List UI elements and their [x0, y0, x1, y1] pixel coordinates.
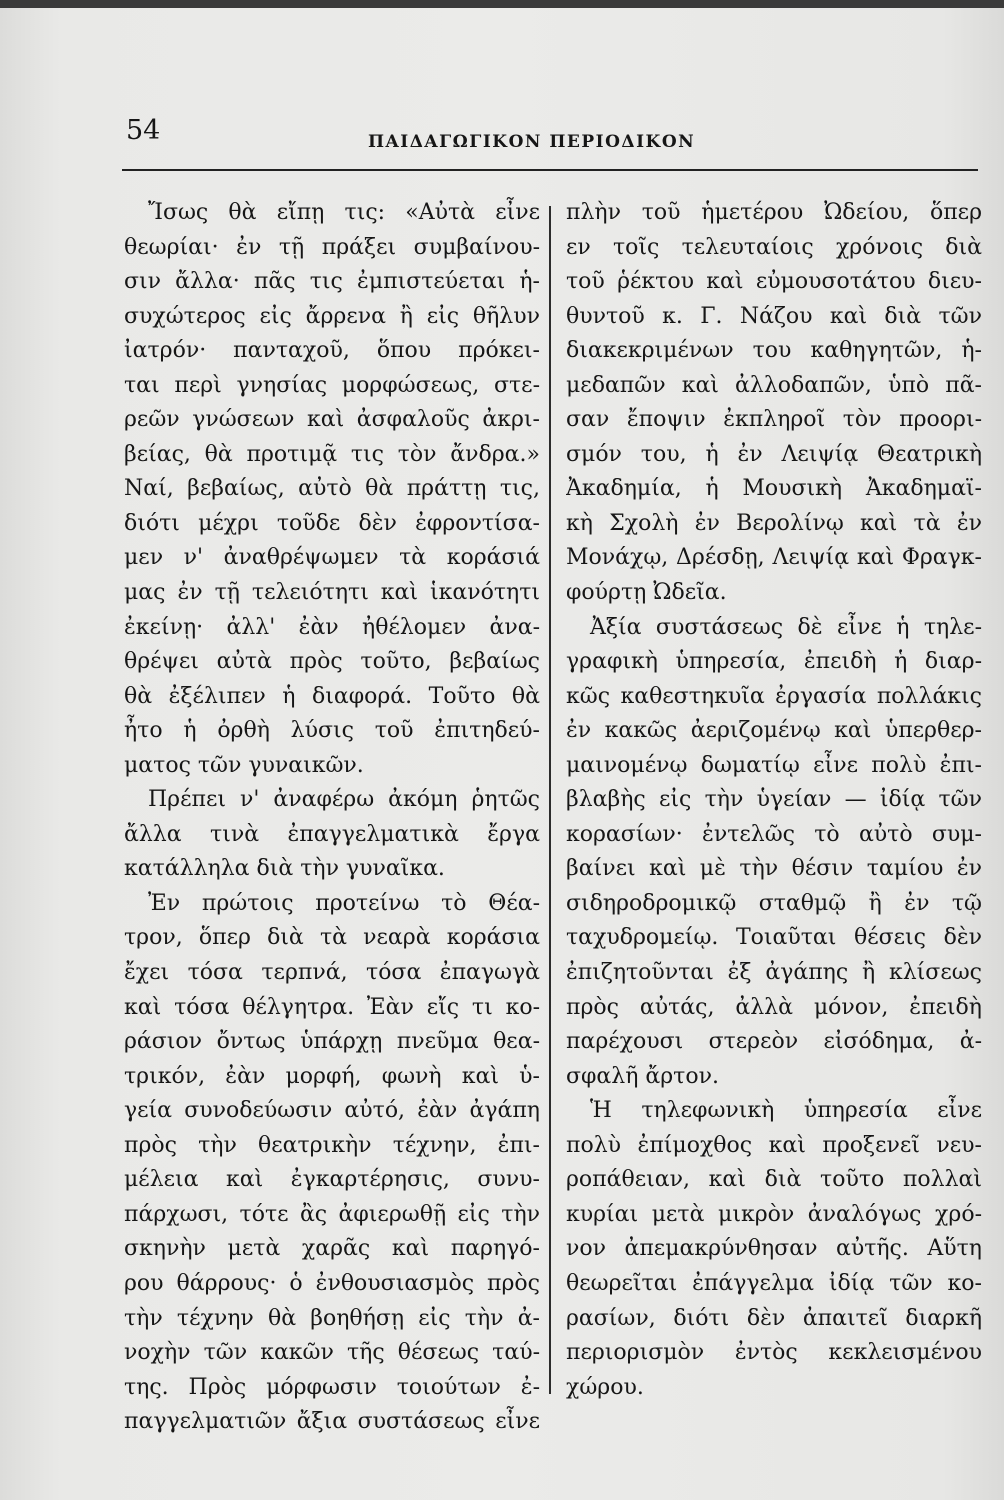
- text-line: θεωρεῖται ἐπάγγελμα ἰδίᾳ τῶν κο-: [566, 1270, 982, 1296]
- text-line: κυρίαι μετὰ μικρὸν ἀναλόγως χρό-: [566, 1201, 982, 1227]
- text-line: πρὸς αὐτάς, ἀλλὰ μόνον, ἐπειδὴ: [566, 994, 982, 1020]
- text-line: Ἀκαδημία, ἡ Μουσικὴ Ἀκαδημαϊ-: [566, 476, 982, 502]
- text-line: περιορισμὸν ἐντὸς κεκλεισμένου: [566, 1340, 982, 1366]
- text-line: γεία συνοδεύωσιν αὐτό, ἐὰν ἀγάπη: [124, 1098, 540, 1124]
- text-line: βαίνει καὶ μὲ τὴν θέσιν ταμίου ἐν: [566, 856, 982, 882]
- text-line: πάρχωσι, τότε ἂς ἀφιερωθῇ εἰς τὴν: [124, 1201, 540, 1227]
- text-line: Ἴσως θὰ εἴπῃ τις: «Αὐτὰ εἶνε: [148, 200, 540, 225]
- text-line: ἐκείνῃ· ἀλλ' ἐὰν ἠθέλομεν ἀνα-: [124, 614, 540, 640]
- text-line: βλαβὴς εἰς τὴν ὑγείαν — ἰδίᾳ τῶν: [566, 787, 982, 813]
- text-line: εν τοῖς τελευταίοις χρόνοις διὰ: [566, 234, 982, 260]
- text-line: ἰατρόν· πανταχοῦ, ὅπου πρόκει-: [124, 338, 540, 364]
- text-line: φούρτῃ Ὠδεῖα.: [566, 580, 727, 606]
- text-line: θυντοῦ κ. Γ. Νάζου καὶ διὰ τῶν: [566, 303, 982, 329]
- text-line: τὴν τέχνην θὰ βοηθήσῃ εἰς τὴν ἀ-: [124, 1305, 540, 1331]
- text-line: μεδαπῶν καὶ ἀλλοδαπῶν, ὑπὸ πᾶ-: [566, 372, 982, 398]
- text-line: τρον, ὅπερ διὰ τὰ νεαρὰ κοράσια: [124, 925, 540, 951]
- text-line: πολὺ ἐπίμοχθος καὶ προξενεῖ νευ-: [566, 1132, 982, 1158]
- text-line: χώρου.: [566, 1374, 644, 1400]
- text-line: διότι μέχρι τοῦδε δὲν ἐφροντίσα-: [124, 510, 540, 536]
- text-line: γραφικὴ ὑπηρεσία, ἐπειδὴ ἡ διαρ-: [566, 649, 982, 675]
- text-line: διακεκριμένων του καθηγητῶν, ἡ-: [566, 338, 982, 364]
- text-line: νον ἀπεμακρύνθησαν αὐτῆς. Αὕτη: [566, 1236, 982, 1262]
- text-line: ἐπιζητοῦνται ἐξ ἀγάπης ἢ κλίσεως: [566, 960, 982, 986]
- text-line: μεν ν' ἀναθρέψωμεν τὰ κοράσιά: [124, 545, 540, 571]
- text-line: ματος τῶν γυναικῶν.: [124, 752, 364, 778]
- column-rule: [549, 206, 551, 1394]
- text-line: σμόν του, ἡ ἐν Λειψίᾳ Θεατρικὴ: [566, 441, 982, 467]
- text-line: θὰ ἐξέλιπεν ἡ διαφορά. Τοῦτο θὰ: [124, 683, 540, 709]
- left-column: [124, 196, 540, 1440]
- text-line: παγγελματιῶν ἄξια συστάσεως εἶνε: [124, 1409, 540, 1435]
- text-line: μας ἐν τῇ τελειότητι καὶ ἱκανότητι: [124, 580, 540, 606]
- page-number: 54: [126, 115, 161, 146]
- text-line: ἄλλα τινὰ ἐπαγγελματικὰ ἔργα: [124, 821, 540, 847]
- text-line: τρικόν, ἐὰν μορφή, φωνὴ καὶ ὑ-: [124, 1063, 540, 1089]
- text-line: σκηνὴν μετὰ χαρᾶς καὶ παρηγό-: [124, 1236, 540, 1262]
- text-line: ταχυδρομείῳ. Τοιαῦται θέσεις δὲν: [566, 925, 982, 951]
- text-line: ρου θάρρους· ὁ ἐνθουσιασμὸς πρὸς: [124, 1270, 540, 1296]
- text-line: ρεῶν γνώσεων καὶ ἀσφαλοῦς ἀκρι-: [124, 407, 540, 433]
- text-line: παρέχουσι στερεὸν εἰσόδημα, ἀ-: [566, 1029, 982, 1055]
- text-line: μαινομένῳ δωματίῳ εἶνε πολὺ ἐπι-: [566, 752, 982, 778]
- page-top-edge: [0, 0, 1004, 8]
- text-line: ἔχει τόσα τερπνά, τόσα ἐπαγωγὰ: [124, 960, 540, 986]
- text-line: βείας, θὰ προτιμᾷ τις τὸν ἄνδρα.»: [124, 441, 540, 467]
- text-line: ἦτο ἡ ὀρθὴ λύσις τοῦ ἐπιτηδεύ-: [124, 718, 540, 744]
- text-line: σαν ἔποψιν ἐκπληροῖ τὸν προορι-: [566, 407, 982, 433]
- text-line: νοχὴν τῶν κακῶν τῆς θέσεως ταύ-: [124, 1340, 540, 1366]
- text-line: καὶ τόσα θέλγητρα. Ἐὰν εἴς τι κο-: [124, 994, 540, 1020]
- text-line: Μονάχῳ, Δρέσδῃ, Λειψίᾳ καὶ Φραγκ-: [566, 545, 982, 571]
- text-line: ράσιον ὄντως ὑπάρχῃ πνεῦμα θεα-: [124, 1029, 540, 1055]
- text-line: ρασίων, διότι δὲν ἀπαιτεῖ διαρκῆ: [566, 1305, 982, 1331]
- text-line: κορασίων· ἐντελῶς τὸ αὐτὸ συμ-: [566, 821, 982, 847]
- text-line: Ἀξία συστάσεως δὲ εἶνε ἡ τηλε-: [590, 614, 982, 640]
- text-line: Ἡ τηλεφωνικὴ ὑπηρεσία εἶνε: [590, 1098, 982, 1124]
- text-line: της. Πρὸς μόρφωσιν τοιούτων ἐ-: [124, 1374, 540, 1400]
- text-line: τοῦ ῥέκτου καὶ εὐμουσοτάτου διευ-: [566, 269, 982, 295]
- text-line: συχώτερος εἰς ἄρρενα ἢ εἰς θῆλυν: [124, 303, 540, 329]
- text-line: Ἐν πρώτοις προτείνω τὸ Θέα-: [148, 890, 540, 916]
- text-line: ἐν κακῶς ἀεριζομένῳ καὶ ὑπερθερ-: [566, 718, 982, 744]
- text-line: Πρέπει ν' ἀναφέρω ἀκόμη ῥητῶς: [148, 787, 540, 813]
- text-line: ται περὶ γνησίας μορφώσεως, στε-: [124, 372, 540, 398]
- text-line: Ναί, βεβαίως, αὐτὸ θὰ πράττῃ τις,: [124, 476, 540, 502]
- text-line: σφαλῆ ἄρτον.: [566, 1063, 719, 1089]
- right-column: [566, 196, 982, 1405]
- text-line: κῶς καθεστηκυῖα ἐργασία πολλάκις: [566, 683, 982, 709]
- text-line: πλὴν τοῦ ἡμετέρου Ὠδείου, ὅπερ: [566, 200, 982, 225]
- text-line: κατάλληλα διὰ τὴν γυναῖκα.: [124, 856, 445, 882]
- text-line: σιν ἄλλα· πᾶς τις ἐμπιστεύεται ἡ-: [124, 269, 540, 295]
- text-line: πρὸς τὴν θεατρικὴν τέχνην, ἐπι-: [124, 1132, 540, 1158]
- text-line: θρέψει αὐτὰ πρὸς τοῦτο, βεβαίως: [124, 649, 540, 675]
- text-line: ροπάθειαν, καὶ διὰ τοῦτο πολλαὶ: [566, 1167, 982, 1193]
- running-head: ΠΑΙΔΑΓΩΓΙΚΟΝ ΠΕΡΙΟΔΙΚΟΝ: [368, 132, 696, 152]
- text-line: κὴ Σχολὴ ἐν Βερολίνῳ καὶ τὰ ἐν: [566, 510, 982, 536]
- text-line: θεωρίαι· ἐν τῇ πράξει συμβαίνου-: [124, 234, 540, 260]
- header-rule: [122, 169, 978, 171]
- text-line: μέλεια καὶ ἐγκαρτέρησις, συνυ-: [124, 1167, 540, 1193]
- text-line: σιδηροδρομικῷ σταθμῷ ἢ ἐν τῷ: [566, 890, 982, 916]
